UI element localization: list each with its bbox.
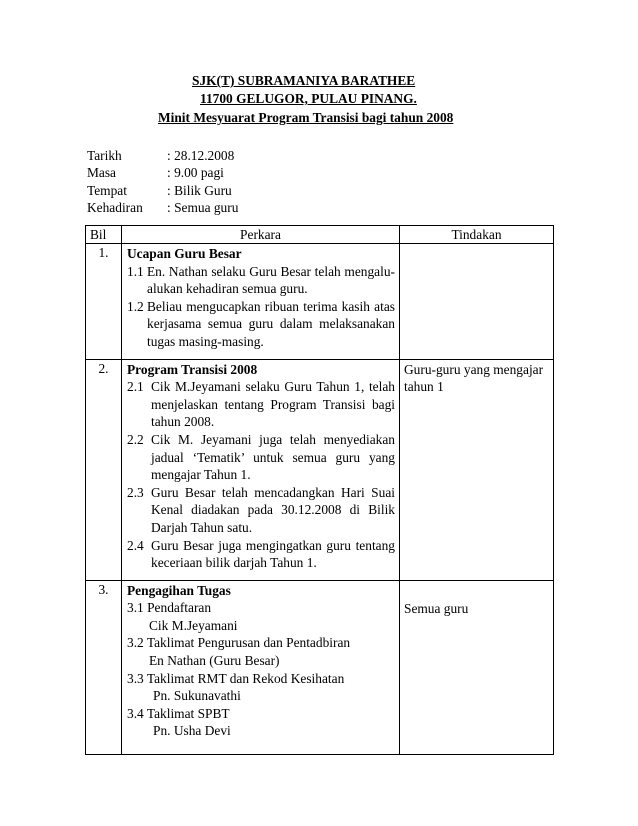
task-item bbox=[127, 670, 395, 688]
info-value: : Semua guru bbox=[167, 199, 239, 215]
info-label: Masa bbox=[87, 165, 117, 181]
sub-item-text: Guru Besar juga mengingatkan guru tentang keceriaan bilik darjah Tahun 1. bbox=[151, 537, 395, 571]
item-title: Ucapan Guru Besar bbox=[127, 246, 242, 261]
sub-item-text: Cik M. Jeyamani juga telah menyediakan jadual ‘Tematik’ untuk semua guru yang mengajar Tahun 1. bbox=[151, 431, 395, 483]
task-person: Cik M.Jeyamani bbox=[149, 617, 238, 633]
sub-item bbox=[127, 263, 395, 298]
sub-item bbox=[127, 298, 395, 351]
sub-item bbox=[127, 537, 395, 572]
info-label: Tarikh bbox=[87, 148, 122, 163]
sub-item-text: Beliau mengucapkan ribuan terima kasih atas kerjasama semua guru dalam melaksanakan tugas masing-masing. bbox=[147, 298, 395, 349]
sub-item bbox=[127, 378, 395, 431]
table-header-row bbox=[86, 226, 554, 244]
task-person: Pn. Usha Devi bbox=[153, 723, 231, 739]
row-action bbox=[400, 580, 554, 754]
task-number: 3.3 bbox=[127, 670, 144, 686]
task-number: 3.1 bbox=[127, 600, 144, 616]
column-header-tindakan: Tindakan bbox=[400, 226, 554, 244]
table-row bbox=[86, 359, 554, 580]
task-item bbox=[127, 599, 395, 617]
info-row-date bbox=[87, 147, 238, 164]
sub-item bbox=[127, 484, 395, 537]
task-item bbox=[127, 634, 395, 652]
task-text: Taklimat SPBT bbox=[146, 705, 230, 721]
school-address: 11700 GELUGOR, PULAU PINANG. bbox=[200, 91, 417, 106]
info-row-time bbox=[87, 164, 238, 181]
info-label: Tempat bbox=[87, 182, 127, 198]
sub-item-number: 2.3 bbox=[127, 484, 144, 500]
sub-item-number: 2.1 bbox=[127, 379, 144, 395]
task-person: En Nathan (Guru Besar) bbox=[149, 653, 280, 669]
row-action-text: Semua guru bbox=[404, 600, 469, 616]
document-title: Minit Mesyuarat Program Transisi bagi tahun 2008 bbox=[158, 110, 454, 125]
sub-item-number: 1.1 bbox=[127, 263, 144, 279]
item-title: Program Transisi 2008 bbox=[127, 361, 258, 377]
row-action bbox=[400, 244, 554, 360]
row-number: 2. bbox=[86, 359, 122, 580]
table-row bbox=[86, 580, 554, 754]
row-action: Guru-guru yang mengajar tahun 1 bbox=[400, 359, 554, 580]
sub-item-text: Guru Besar telah mencadangkan Hari Suai Kenal diadakan pada 30.12.2008 di Bilik Darjah Tahun satu. bbox=[151, 484, 395, 535]
sub-item bbox=[127, 431, 395, 484]
row-number: 3. bbox=[86, 580, 122, 754]
task-number: 3.4 bbox=[127, 705, 144, 721]
info-row-attendance bbox=[87, 199, 238, 216]
row-number: 1. bbox=[86, 244, 122, 360]
task-text: Taklimat Pengurusan dan Pentadbiran bbox=[146, 635, 351, 651]
school-name: SJK(T) SUBRAMANIYA BARATHEE bbox=[192, 73, 416, 88]
info-value: : 9.00 pagi bbox=[167, 165, 224, 181]
sub-item-text: Cik M.Jeyamani selaku Guru Tahun 1, telah menjelaskan tentang Program Transisi bagi tahun 2008. bbox=[151, 379, 395, 430]
column-header-bil: Bil bbox=[86, 226, 122, 244]
task-person: Pn. Sukunavathi bbox=[153, 688, 241, 704]
task-item bbox=[127, 705, 395, 723]
item-title: Pengagihan Tugas bbox=[127, 582, 231, 598]
minutes-table bbox=[85, 225, 554, 755]
task-number: 3.2 bbox=[127, 635, 144, 651]
row-matter bbox=[122, 244, 400, 360]
row-matter bbox=[122, 580, 400, 754]
sub-item-number: 2.4 bbox=[127, 537, 144, 553]
meeting-info bbox=[87, 147, 238, 216]
info-value: : 28.12.2008 bbox=[167, 148, 235, 163]
info-value: : Bilik Guru bbox=[167, 182, 232, 198]
sub-item-text: En. Nathan selaku Guru Besar telah mengalu-alukan kehadiran semua guru. bbox=[147, 263, 395, 297]
sub-item-number: 2.2 bbox=[127, 431, 144, 447]
table-row bbox=[86, 244, 554, 360]
row-matter bbox=[122, 359, 400, 580]
task-text: Taklimat RMT dan Rekod Kesihatan bbox=[146, 670, 345, 686]
info-label: Kehadiran bbox=[87, 199, 143, 215]
info-row-place bbox=[87, 182, 238, 199]
sub-item-number: 1.2 bbox=[127, 298, 144, 314]
column-header-perkara: Perkara bbox=[122, 226, 400, 244]
task-text: Pendaftaran bbox=[147, 600, 212, 616]
